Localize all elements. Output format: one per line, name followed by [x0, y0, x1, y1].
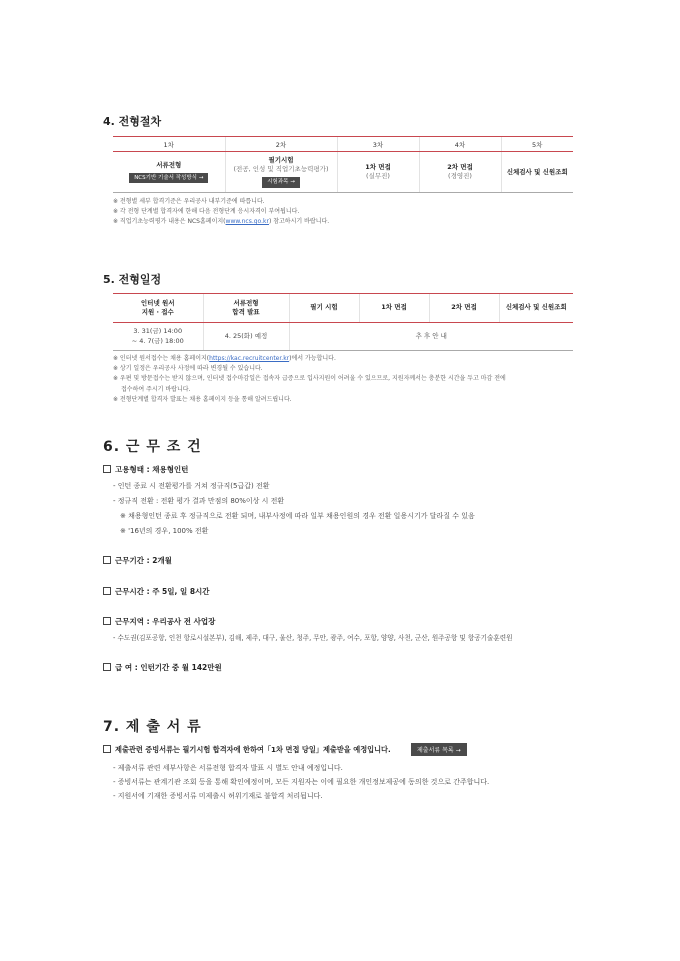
work-period-heading: 근무기간 : 2개월: [103, 555, 172, 566]
schedule-header: 1차 면접: [359, 294, 429, 323]
checkbox-icon: [103, 617, 111, 625]
stage-name: 2차 면접: [447, 163, 473, 172]
employment-line: - 정규직 전환 : 전환 평가 결과 만점의 80%이상 시 전환: [113, 497, 285, 505]
stage-written: [225, 152, 337, 193]
stage-detail: (경영진): [448, 172, 472, 180]
section6-title: 6. 근 무 조 건: [103, 439, 202, 455]
process-header: 5차: [501, 137, 573, 152]
checkbox-icon: [103, 745, 111, 753]
schedule-header: 필기 시험: [289, 294, 359, 323]
section4-notes: [113, 197, 329, 228]
checkbox-icon: [103, 587, 111, 595]
stage-interview2: [419, 152, 501, 193]
note: ※ 전형단계별 합격자 발표는 채용 홈페이지 등을 통해 알려드립니다.: [113, 395, 292, 403]
process-header-row: [113, 137, 573, 152]
employment-type-heading: 고용형태 : 채용형인턴: [103, 464, 188, 475]
process-header: 1차: [113, 137, 225, 152]
doc-result-date: 4. 25(화) 예정: [203, 323, 289, 351]
work-region-heading: 근무지역 : 우리공사 전 사업장: [103, 616, 215, 627]
employment-line: - 인턴 종료 시 전환평가를 거쳐 정규직(5급갑) 전환: [113, 482, 270, 490]
stage-name: 필기시험: [268, 156, 294, 165]
section5-title: 5. 전형일정: [103, 273, 162, 286]
stage-detail: (전공, 인성 및 직업기초능력평가): [233, 165, 329, 174]
document-list-button[interactable]: 제출서류 목록 →: [411, 743, 467, 756]
note: 접수하여 주시기 바랍니다.: [121, 385, 191, 393]
note: ※ 상기 일정은 우리공사 사정에 따라 변경될 수 있습니다.: [113, 365, 263, 373]
employment-note: ※ '16년의 경우, 100% 전환: [120, 527, 209, 535]
stage-name: 신체검사 및 신원조회: [506, 167, 568, 176]
schedule-header: 서류전형 합격 발표: [203, 294, 289, 323]
employment-note: ※ 채용형인턴 종료 후 정규직으로 전환 되며, 내부사정에 따라 일부 채용인원의 경우 전환 일용시기가 달라질 수 있음: [120, 512, 475, 520]
process-header: 3차: [337, 137, 419, 152]
section4-title: 4. 전형절차: [103, 115, 162, 128]
process-stage-row: [113, 152, 573, 193]
checkbox-icon: [103, 465, 111, 473]
recruit-site-link[interactable]: https://kac.recruitcenter.kr: [209, 355, 290, 362]
note: ※ 직업기초능력평가 내용은 NCS홈페이지(www.ncs.go.kr) 참고하시기 바랍니다.: [113, 218, 330, 226]
documents-heading: 제출관련 증빙서류는 필기시험 합격자에 한하여「1차 면접 당일」제출받을 예정입니다.: [103, 745, 391, 755]
note: ※ 인터넷 원서접수는 채용 홈페이지(https://kac.recruitcenter.kr)에서 가능합니다.: [113, 355, 336, 362]
later-notice: 추 후 안 내: [289, 323, 573, 351]
schedule-header: 2차 면접: [429, 294, 499, 323]
section7-title: 7. 제 출 서 류: [103, 719, 202, 735]
process-header: 2차: [225, 137, 337, 152]
process-header: 4차: [419, 137, 501, 152]
note: ※ 각 전형 단계별 합격자에 한해 다음 전형단계 응시자격이 부여됩니다.: [113, 208, 300, 216]
pay-heading: 급 여 : 인턴기간 중 월 142만원: [103, 662, 222, 673]
apply-period: 3. 31(금) 14:00 ~ 4. 7(금) 18:00: [113, 323, 203, 351]
stage-interview1: [337, 152, 419, 193]
exam-subjects-button[interactable]: 시험과목 →: [262, 177, 300, 188]
section5-notes: [113, 354, 506, 405]
process-table: [113, 136, 573, 193]
documents-line: - 증빙서류는 관계기관 조회 등을 통해 확인예정이며, 모든 지원자는 이에 필요한 개인정보제공에 동의한 것으로 간주합니다.: [113, 778, 490, 786]
documents-line: - 제출서류 관련 세부사항은 서류전형 합격자 발표 시 별도 안내 예정입니다.: [113, 764, 343, 772]
stage-document: [113, 152, 225, 193]
documents-line: - 지원서에 기재한 증빙서류 미제출시 허위기재로 불합격 처리됩니다.: [113, 792, 323, 800]
ncs-link[interactable]: www.ncs.go.kr: [225, 218, 269, 226]
schedule-header-row: [113, 294, 573, 323]
work-hours-heading: 근무시간 : 주 5일, 일 8시간: [103, 586, 210, 597]
schedule-table: [113, 293, 573, 351]
schedule-row: [113, 323, 573, 351]
checkbox-icon: [103, 663, 111, 671]
stage-name: 1차 면접: [365, 163, 391, 172]
note: ※ 전형별 세부 합격기준은 우리공사 내부기준에 따릅니다.: [113, 198, 265, 205]
schedule-header: 신체검사 및 신원조회: [499, 294, 573, 323]
note: ※ 우편 및 방문접수는 받지 않으며, 인터넷 접수마감일은 접속자 급증으로 입사지원이 어려울 수 있으므로, 지원자께서는 충분한 시간을 두고 마감 전에: [113, 375, 506, 383]
work-region-list: - 수도권(김포공항, 인천 항로시설본부), 김해, 제주, 대구, 울산, 청주, 무안, 광주, 여수, 포항, 양양, 사천, 군산, 원주공항 및 항공기술훈련원: [113, 634, 513, 642]
checkbox-icon: [103, 556, 111, 564]
ncs-guide-button[interactable]: NCS기반 기술서 작성방식 →: [129, 173, 208, 184]
stage-physical: [501, 152, 573, 193]
stage-detail: (실무진): [366, 172, 390, 180]
schedule-header: 인터넷 원서 지원 · 접수: [113, 294, 203, 323]
stage-name: 서류전형: [156, 160, 182, 169]
